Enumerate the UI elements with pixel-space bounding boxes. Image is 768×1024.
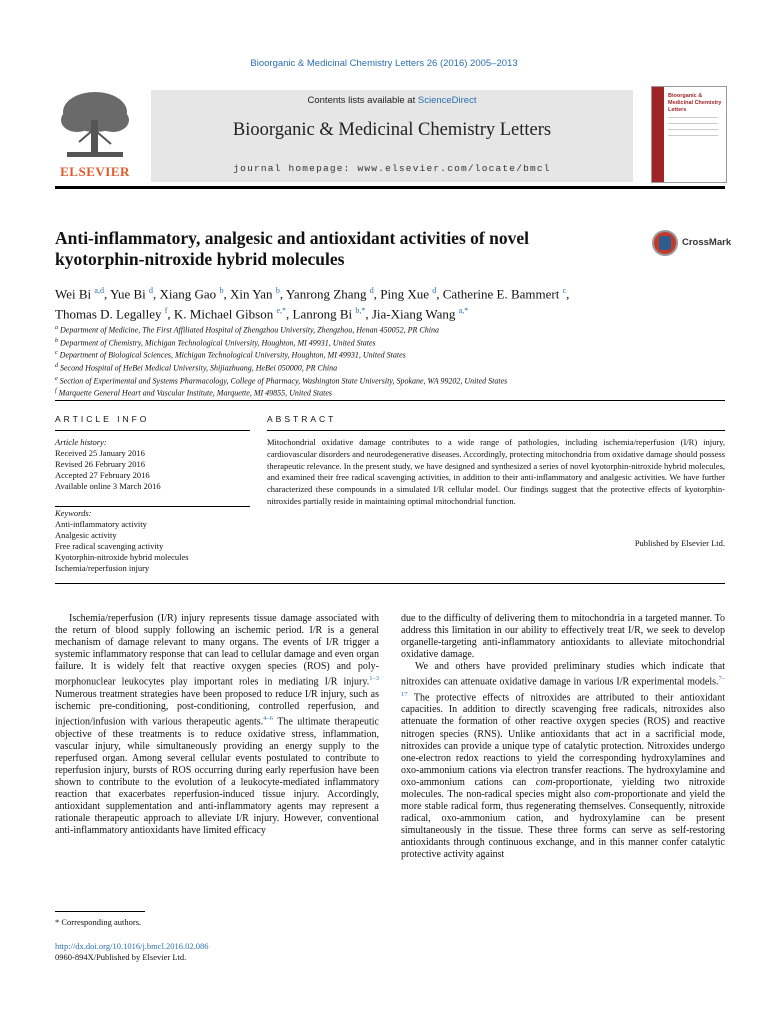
history-item: Accepted 27 February 2016	[55, 470, 150, 480]
publisher-name: ELSEVIER	[60, 164, 130, 179]
author[interactable]: Lanrong Bi	[292, 306, 353, 322]
cover-spine	[652, 87, 664, 182]
journal-header	[55, 86, 725, 184]
journal-title: Bioorganic & Medicinal Chemistry Letters	[232, 120, 552, 140]
author[interactable]: Xin Yan	[229, 286, 273, 302]
author[interactable]: Yue Bi	[110, 286, 146, 302]
body-paragraph: Ischemia/reperfusion (I/R) injury represents tissue damage associated with the return of blood supply following an ischemic period. I/R is a general mechanism of damage relevant to many organs. The events of I/R trigger a systemic inflammatory response that can lead to cellular damage and even organ failure. It is widely felt that reactive oxygen species (ROS) and poly-morphonuclear leukocytes play important roles in mediating I/R injury.$^{1-3}$ Numerous treatment strategies have been proposed to reduce I/R injury, such as ischemic pre-conditioning, post-conditioning, controlled reperfusion, and injection/infusion with various therapeutic agents.$^{4-6}$ The ultimate therapeutic objective of these treatments is to reduce oxidative stress, inflammation, vascular injury, while simultaneously providing an energy supply to the reperfused organ. Among several cellular events postulated to contribute to reperfusion injury, bursts of ROS occurring during early reperfusion have been shown to contribute to the evolution of a leukocyte-mediated inflammatory reaction that exacerbates reperfusion-induced tissue injury. Accordingly, antioxidant supplementation and anti-inflammatory agents may represent a rationale therapeutic approach to alleviate I/R injury. However, conventional anti-inflammatory antioxidants have limited efficacy	[55, 613, 379, 837]
journal-citation[interactable]: Bioorganic & Medicinal Chemistry Letters 26 (2016) 2005–2013	[250, 58, 518, 69]
abstract-rule	[267, 430, 725, 431]
affiliation: $^f$ Marquette General Heart and Vascular Institute, Marquette, MI 49855, United States	[55, 388, 333, 398]
article-title: Anti-inflammatory, analgesic and antioxidant activities of novel kyotorphin-nitroxide hybrid molecules	[55, 228, 529, 269]
abstract-end-rule	[55, 583, 725, 584]
issn-line: 0960-894X/Published by Elsevier Ltd.	[55, 952, 187, 962]
article-info-heading: ARTICLE INFO	[55, 414, 150, 424]
affiliation: $^e$ Section of Experimental and Systems Pharmacology, College of Pharmacy, Washington State University, Spokane, WA 99202, United States	[55, 375, 508, 386]
body-column-right	[401, 613, 725, 862]
header-rule	[55, 186, 725, 189]
body-paragraph: due to the difficulty of delivering them to mitochondria in a targeted manner. To address this limitation in our ability to effectively treat I/R, we seek to develop organelle-targeting anti-inflammatory antioxidants to alleviate mitochondrial oxidative damage.	[401, 613, 725, 661]
reference-link[interactable]: 7–17	[401, 675, 725, 698]
body-column-left	[55, 613, 379, 837]
history-item: Available online 3 March 2016	[55, 481, 161, 491]
abstract-text: Mitochondrial oxidative damage contributes to a wide range of pathologies, including ischemia/reperfusion (I/R) injury, cardiovascular disorders and neurodegenerative diseases. Accordingly, protecting mitochondria from oxidative damage should possess therapeutic relevance. In the present study, we have designed and synthesized a series of novel kyotorphin-nitroxide hybrid molecules, and examined their free radical scavenging activities, in addition to their anti-inflammatory and analgesic activities. We have further characterized these compounds in a simulated I/R cellular model. Our findings suggest that the protective effects of kyotorphin-nitroxides partially reside in maintaining optimal mitochondrial function.	[267, 437, 725, 506]
journal-homepage[interactable]: journal homepage: www.elsevier.com/locate/bmcl	[233, 163, 551, 174]
author-affiliation-ref[interactable]: b,*	[355, 306, 366, 316]
reference-link[interactable]: 1–3	[369, 675, 379, 683]
author[interactable]: Catherine E. Bammert	[442, 286, 560, 302]
article-info-rule	[55, 430, 250, 431]
keyword: Anti-inflammatory activity	[55, 519, 147, 529]
author-affiliation-ref[interactable]: a,d	[94, 286, 104, 295]
published-by: Published by Elsevier Ltd.	[634, 538, 725, 548]
affiliation: $^a$ Department of Medicine, The First Affiliated Hospital of Zhengzhou University, Zhengzhou, Henan 450052, PR China	[55, 325, 439, 335]
keywords-label: Keywords:	[55, 508, 92, 518]
crossmark-icon	[652, 230, 678, 256]
author-affiliation-ref[interactable]: d	[432, 286, 437, 295]
elsevier-logo	[55, 90, 135, 180]
cover-title: Bioorganic & Medicinal Chemistry Letters	[668, 93, 722, 113]
keyword: Free radical scavenging activity	[55, 541, 164, 551]
doi-block	[55, 941, 209, 963]
tree-icon	[57, 90, 133, 162]
contents-prefix: Contents lists available at	[307, 95, 418, 106]
crossmark-label: CrossMark	[682, 237, 732, 248]
journal-cover-thumbnail	[651, 86, 727, 183]
author-affiliation-ref[interactable]: c	[562, 286, 567, 295]
keyword: Kyotorphin-nitroxide hybrid molecules	[55, 552, 189, 562]
author-affiliation-ref[interactable]: f	[164, 306, 168, 316]
author-affiliation-ref[interactable]: a,*	[458, 306, 469, 316]
author[interactable]: Jia-Xiang Wang	[371, 306, 456, 322]
affiliation: $^c$ Department of Biological Sciences, Michigan Technological University, Houghton, MI 49931, United States	[55, 350, 406, 360]
footnote-rule	[55, 911, 145, 912]
affiliation-list	[55, 323, 725, 399]
keyword: Analgesic activity	[55, 530, 117, 540]
abstract-heading: ABSTRACT	[267, 414, 337, 424]
author-affiliation-ref[interactable]: e,*	[276, 306, 287, 316]
author[interactable]: K. Michael Gibson	[173, 306, 274, 322]
author-list: Wei Bi $^{a,d}$, Yue Bi $^d$, Xiang Gao $^b$, Xin Yan $^b$, Yanrong Zhang $^d$, Ping Xue $^d$, Catherine E. Bammert $^c$, Thomas D. Legalley $^f$, K. Michael Gibson $^{e,*}$, Lanrong Bi $^{b,*}$, Jia-Xiang Wang $^{a,*}$	[55, 286, 570, 322]
corresponding-authors-footnote: * Corresponding authors.	[55, 917, 142, 927]
author[interactable]: Ping Xue	[380, 286, 429, 302]
reference-link[interactable]: 4–6	[263, 715, 273, 723]
keyword: Ischemia/reperfusion injury	[55, 563, 150, 573]
history-item: Received 25 January 2016	[55, 448, 145, 458]
affiliation: $^d$ Second Hospital of HeBei Medical University, Shijiazhuang, HeBei 050000, PR China	[55, 362, 338, 373]
contents-availability	[151, 95, 633, 106]
affiliation: $^b$ Department of Chemistry, Michigan Technological University, Houghton, MI 49931, United States	[55, 337, 376, 348]
author[interactable]: Xiang Gao	[159, 286, 217, 302]
author-affiliation-ref[interactable]: d	[369, 286, 374, 295]
history-label: Article history:	[55, 437, 107, 447]
article-history	[55, 437, 255, 492]
author[interactable]: Wei Bi	[55, 286, 92, 302]
doi-link[interactable]: http://dx.doi.org/10.1016/j.bmcl.2016.02.086	[55, 941, 209, 951]
keywords	[55, 508, 255, 574]
section-rule	[55, 400, 725, 401]
author[interactable]: Thomas D. Legalley	[55, 306, 162, 322]
crossmark-badge[interactable]	[652, 228, 732, 260]
author-affiliation-ref[interactable]: b	[275, 286, 280, 295]
body-paragraph: We and others have provided preliminary studies which indicate that nitroxides can attenuate oxidative damage in various I/R experimental models.$^{7-17}$ The protective effects of nitroxides are attributed to their antioxidant capacities. In addition to directly scavenging free radicals, nitroxides also attenuate the formation of other reactive oxygen species (ROS) and reactive nitrogen species (RNS). Unlike antioxidants that act in a sacrificial mode, nitroxides can provide a unique type of catalytic protection. Nitroxides undergo one-electron redox reactions to yield the corresponding hydroxylamines and oxo-ammonium cations via electron transfer reactions. The hydroxylamine and oxo-ammonium cations can com-proportionate, yielding two nitroxide molecules. The non-radical species might also com-proportionate and yield the more stable radical form, thus regenerating themselves. Consequently, nitroxide radical, oxo-ammonium cation, and hydroxylamine can be present simultaneously in the tissue. These three forms can serve as self-restoring antioxidants through continuous exchange, and in this manner confer catalytic protective activity against	[401, 661, 726, 861]
history-item: Revised 26 February 2016	[55, 459, 145, 469]
author-affiliation-ref[interactable]: b	[219, 286, 224, 295]
keywords-rule	[55, 506, 250, 507]
sciencedirect-link[interactable]: ScienceDirect	[417, 95, 477, 106]
author-affiliation-ref[interactable]: d	[149, 286, 153, 295]
journal-banner	[151, 90, 633, 182]
author[interactable]: Yanrong Zhang	[285, 286, 367, 302]
